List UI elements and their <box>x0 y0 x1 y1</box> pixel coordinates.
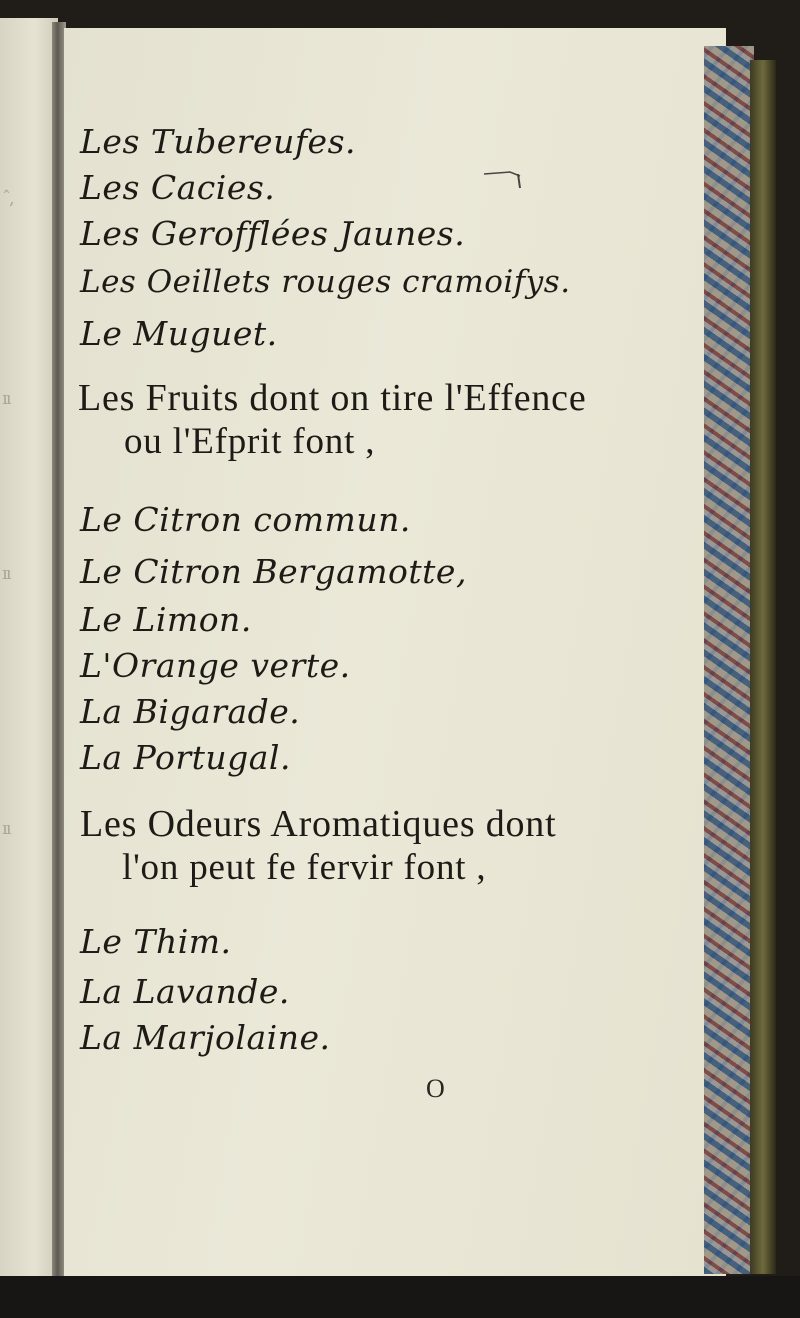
signature-mark: O <box>426 1074 445 1103</box>
list-item: Le Citron commun. <box>80 500 411 539</box>
list-item: La Marjolaine. <box>80 1018 331 1057</box>
section-heading: Les Odeurs Aromatiques dont <box>80 803 557 845</box>
section-heading: Les Fruits dont on tire l'Effence <box>78 377 587 419</box>
bleed-through-mark: ıı <box>2 388 10 409</box>
list-item: Le Limon. <box>80 600 252 639</box>
text-line: Le Muguet. <box>80 314 278 353</box>
bottom-shadow <box>0 1276 800 1318</box>
text-line: Les Gerofflées Jaunes. <box>80 214 466 253</box>
section-heading-continued: ou l'Efprit font , <box>124 421 376 462</box>
bleed-through-mark: ˆ, <box>2 188 13 209</box>
list-item: L'Orange verte. <box>80 646 351 685</box>
book-cover-edge <box>750 60 776 1274</box>
section-heading-continued: l'on peut fe fervir font , <box>122 847 487 888</box>
list-item: La Bigarade. <box>80 692 301 731</box>
bleed-through-mark: ıı <box>2 818 10 839</box>
bleed-through-mark: ıı <box>2 563 10 584</box>
ink-mark-icon <box>480 168 526 192</box>
text-line: Les Tubereufes. <box>80 122 357 161</box>
text-line: Les Cacies. <box>80 168 276 207</box>
list-item: Le Thim. <box>80 922 232 961</box>
list-item: La Lavande. <box>80 972 290 1011</box>
previous-page-edge <box>0 18 58 1280</box>
marbled-fore-edge <box>704 46 754 1274</box>
text-line: Les Oeillets rouges cramoifys. <box>80 264 571 300</box>
list-item: La Portugal. <box>80 738 291 777</box>
list-item: Le Citron Bergamotte, <box>80 552 467 591</box>
